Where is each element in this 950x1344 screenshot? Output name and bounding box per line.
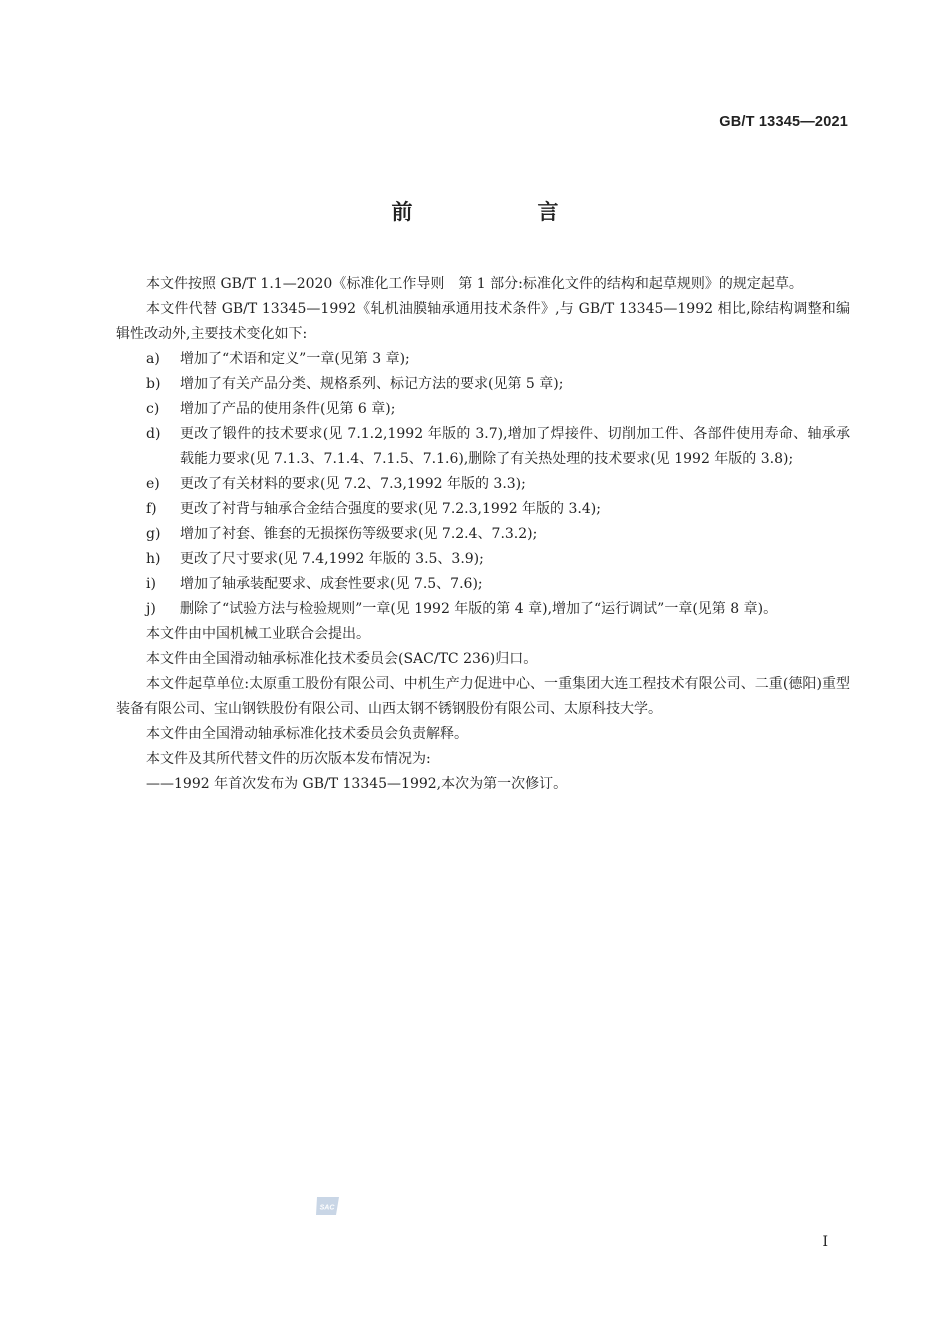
- history-intro-paragraph: 本文件及其所代替文件的历次版本发布情况为:: [146, 751, 431, 767]
- list-marker: a): [146, 351, 160, 367]
- list-marker: f): [146, 501, 157, 517]
- list-item: [116, 372, 850, 397]
- list-item: [116, 397, 850, 422]
- list-marker: j): [146, 601, 156, 617]
- list-item: [116, 472, 850, 497]
- intro-paragraph-drafting: 本文件按照 GB/T 1.1—2020《标准化工作导则 第 1 部分:标准化文件的结构和起草规则》的规定起草。: [146, 276, 803, 292]
- list-item: [116, 422, 850, 472]
- interpretation-paragraph: 本文件由全国滑动轴承标准化技术委员会负责解释。: [146, 726, 468, 742]
- list-item: [116, 497, 850, 522]
- list-marker: g): [146, 526, 161, 542]
- list-marker: b): [146, 376, 161, 392]
- list-item: [116, 597, 850, 622]
- list-item: [116, 572, 850, 597]
- changes-list: [116, 347, 850, 622]
- foreword-body: [116, 272, 850, 797]
- list-item: [116, 347, 850, 372]
- svg-text:SAC: SAC: [319, 1204, 335, 1212]
- history-entry: ——1992 年首次发布为 GB/T 13345—1992,本次为第一次修订。: [146, 776, 568, 792]
- page-title: 前 言: [391, 200, 611, 224]
- list-item-text: 增加了“术语和定义”一章(见第 3 章);: [180, 351, 410, 367]
- list-item-text: 更改了衬背与轴承合金结合强度的要求(见 7.2.3,1992 年版的 3.4);: [180, 501, 601, 517]
- intro-paragraph-replacement: 本文件代替 GB/T 13345—1992《轧机油膜轴承通用技术条件》,与 GB/T 13345—1992 相比,除结构调整和编辑性改动外,主要技术变化如下:: [116, 301, 850, 342]
- list-item-text: 删除了“试验方法与检验规则”一章(见 1992 年版的第 4 章),增加了“运行调试”一章(见第 8 章)。: [180, 601, 778, 617]
- list-item: [116, 522, 850, 547]
- list-item-text: 增加了产品的使用条件(见第 6 章);: [180, 401, 396, 417]
- list-marker: c): [146, 401, 160, 417]
- list-item-text: 增加了有关产品分类、规格系列、标记方法的要求(见第 5 章);: [180, 376, 564, 392]
- page-number: I: [822, 1234, 828, 1250]
- sac-logo-icon: [314, 1195, 342, 1217]
- proposer-paragraph: 本文件由中国机械工业联合会提出。: [146, 626, 370, 642]
- list-item-text: 更改了锻件的技术要求(见 7.1.2,1992 年版的 3.7),增加了焊接件、切削加工件、各部件使用寿命、轴承承载能力要求(见 7.1.3、7.1.4、7.1.5、7.1.6),删除了有关热处理的技术要求(见 1992 年版的 3.8);: [180, 426, 850, 467]
- list-item-text: 增加了衬套、锥套的无损探伤等级要求(见 7.2.4、7.3.2);: [180, 526, 538, 542]
- list-marker: e): [146, 476, 160, 492]
- list-item: [116, 547, 850, 572]
- centralized-paragraph: 本文件由全国滑动轴承标准化技术委员会(SAC/TC 236)归口。: [146, 651, 538, 667]
- list-item-text: 更改了有关材料的要求(见 7.2、7.3,1992 年版的 3.3);: [180, 476, 526, 492]
- list-marker: d): [146, 426, 161, 442]
- list-item-text: 更改了尺寸要求(见 7.4,1992 年版的 3.5、3.9);: [180, 551, 484, 567]
- standard-code: GB/T 13345—2021: [719, 114, 848, 130]
- drafting-units-paragraph: 本文件起草单位:太原重工股份有限公司、中机生产力促进中心、一重集团大连工程技术有限公司、二重(德阳)重型装备有限公司、宝山钢铁股份有限公司、山西太钢不锈钢股份有限公司、太原科技大学。: [116, 676, 850, 717]
- list-item-text: 增加了轴承装配要求、成套性要求(见 7.5、7.6);: [180, 576, 483, 592]
- list-marker: h): [146, 551, 161, 567]
- list-marker: i): [146, 576, 156, 592]
